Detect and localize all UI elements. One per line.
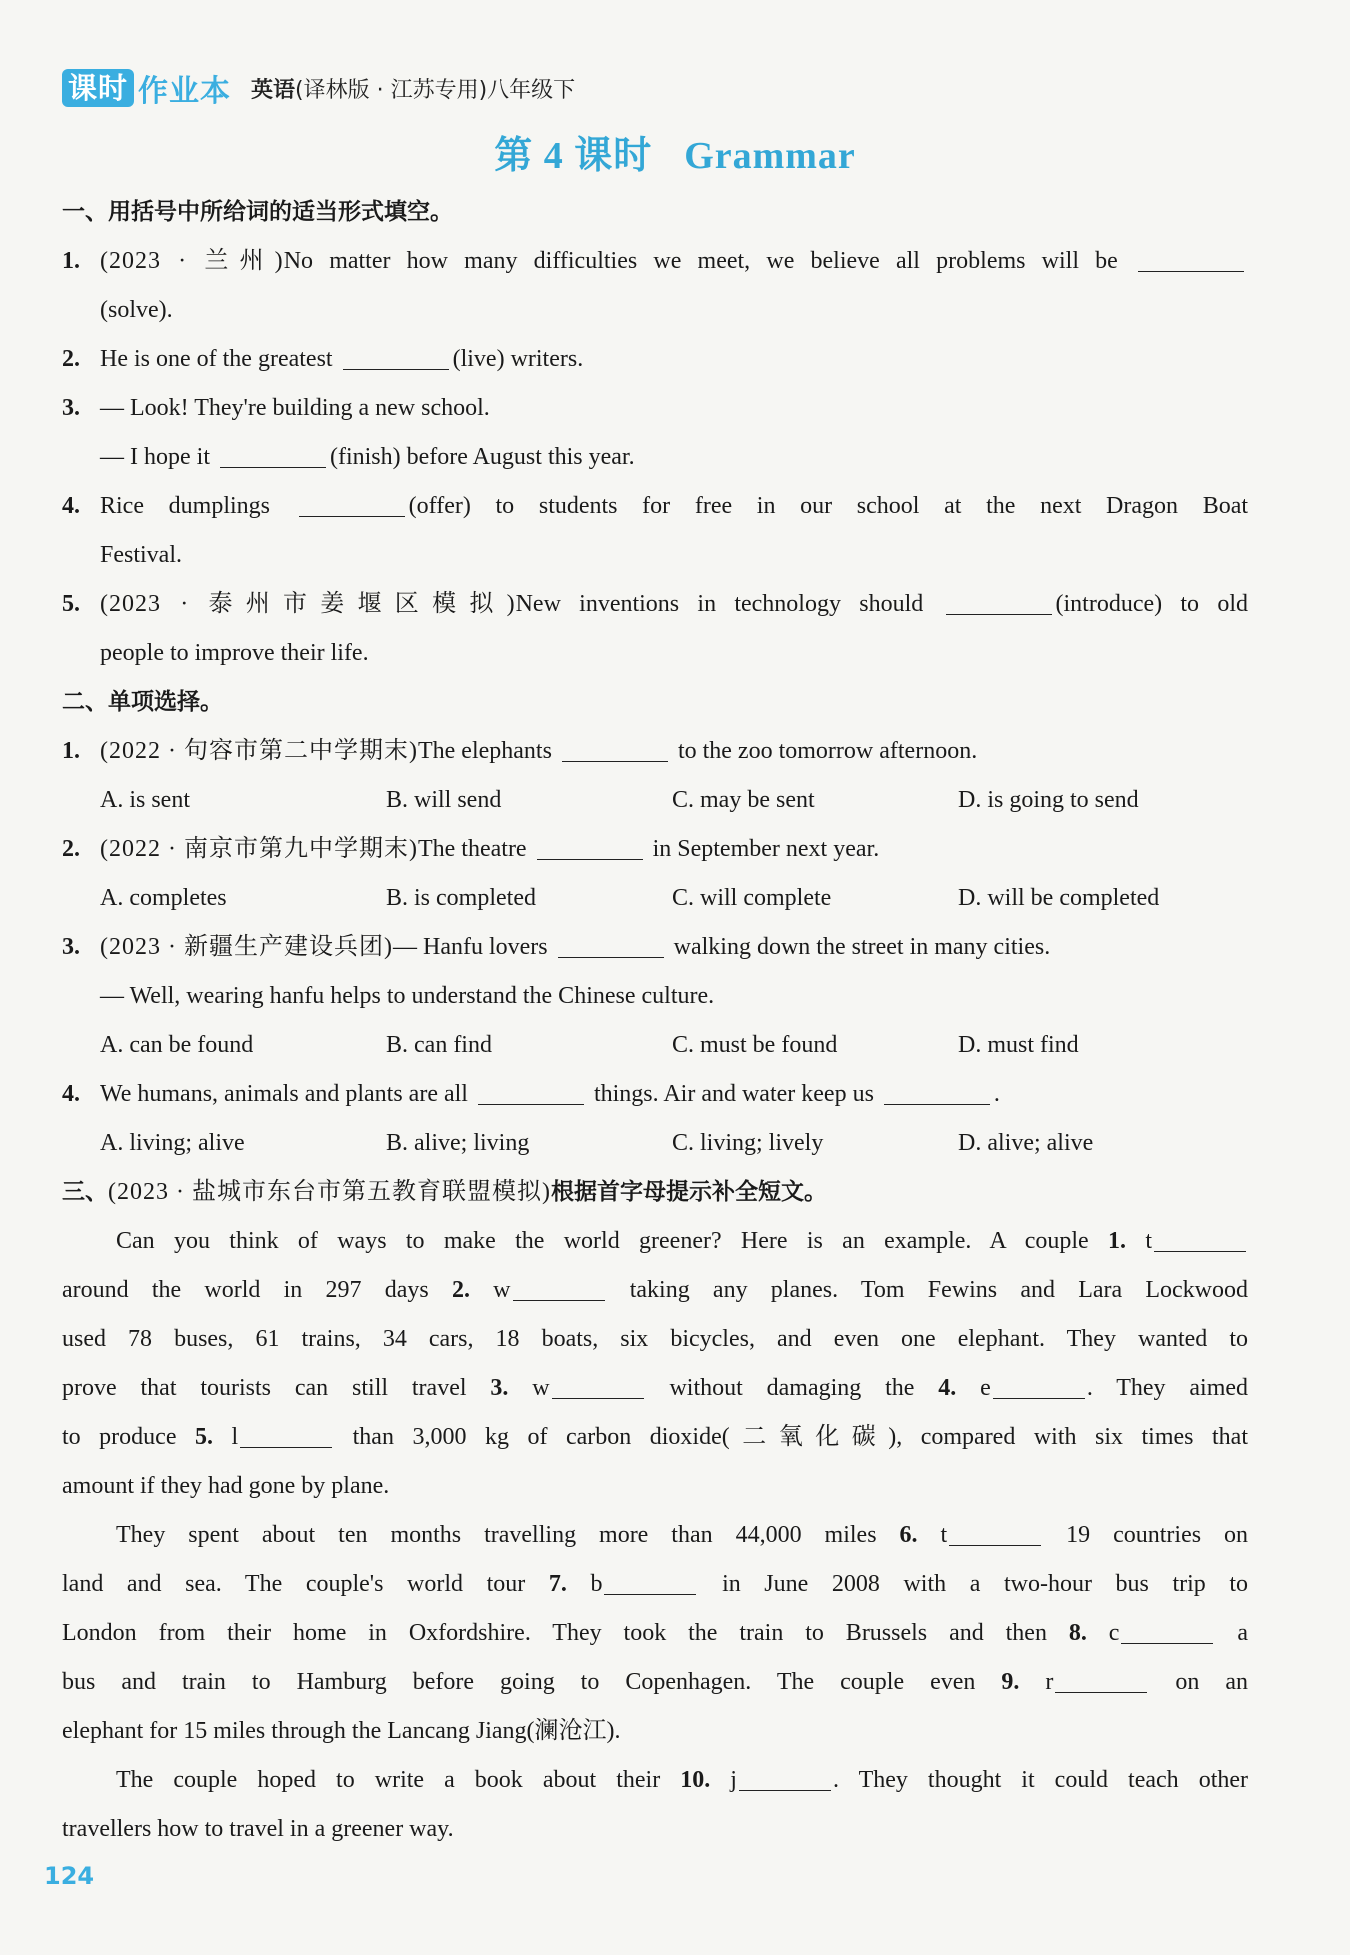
answer-blank[interactable] bbox=[299, 488, 405, 517]
section3-heading: 三、(2023 · 盐城市东台市第五教育联盟模拟)根据首字母提示补全短文。 bbox=[62, 1179, 827, 1205]
s1-question-1-cont: (solve). bbox=[100, 297, 173, 323]
brand-logo-box: 课时 bbox=[62, 69, 134, 107]
option-b[interactable]: B. will send bbox=[386, 787, 502, 813]
option-c[interactable]: C. must be found bbox=[672, 1032, 838, 1058]
s3-p1-line1: Can you think of ways to make the world greener? Here is an example. A couple 1. t bbox=[62, 1217, 1248, 1266]
s1-question-4-cont: Festival. bbox=[100, 542, 182, 568]
answer-blank[interactable] bbox=[562, 733, 668, 762]
header-subtitle bbox=[251, 73, 575, 104]
option-c[interactable]: C. will complete bbox=[672, 885, 832, 911]
s1-question-5-cont: people to improve their life. bbox=[100, 640, 369, 666]
s1-question-3-line2: — I hope it (finish) before August this year. bbox=[62, 433, 1248, 482]
answer-blank[interactable] bbox=[604, 1566, 696, 1595]
s3-p2-line5: elephant for 15 miles through the Lancang Jiang(澜沧江). bbox=[62, 1718, 621, 1744]
page-number: 124 bbox=[44, 1862, 95, 1890]
option-c[interactable]: C. living; lively bbox=[672, 1130, 824, 1156]
option-d[interactable]: D. will be completed bbox=[958, 885, 1160, 911]
worksheet-body bbox=[62, 188, 1248, 1854]
header-edition: (译林版 · 江苏专用)八年级下 bbox=[295, 77, 576, 103]
answer-blank[interactable] bbox=[240, 1419, 332, 1448]
s3-p2-line2: land and sea. The couple's world tour 7. b in June 2008 with a two-hour bus trip to bbox=[62, 1560, 1248, 1609]
answer-blank[interactable] bbox=[1121, 1615, 1213, 1644]
answer-blank[interactable] bbox=[537, 831, 643, 860]
s2-question-3: 3. (2023 · 新疆生产建设兵团)— Hanfu lovers walking down the street in many cities. bbox=[62, 923, 1248, 972]
answer-blank[interactable] bbox=[946, 586, 1052, 615]
header-subject: 英语 bbox=[251, 77, 296, 103]
section1-heading: 一、用括号中所给词的适当形式填空。 bbox=[62, 199, 453, 225]
option-a[interactable]: A. living; alive bbox=[100, 1130, 245, 1156]
s3-p2-line1: They spent about ten months travelling more than 44,000 miles 6. t 19 countries on bbox=[62, 1511, 1248, 1560]
answer-blank[interactable] bbox=[993, 1370, 1085, 1399]
option-b[interactable]: B. can find bbox=[386, 1032, 492, 1058]
option-a[interactable]: A. is sent bbox=[100, 787, 190, 813]
option-d[interactable]: D. alive; alive bbox=[958, 1130, 1094, 1156]
option-d[interactable]: D. must find bbox=[958, 1032, 1079, 1058]
s2-question-3-line2: — Well, wearing hanfu helps to understand the Chinese culture. bbox=[100, 983, 715, 1009]
s3-p1-line5: to produce 5. l than 3,000 kg of carbon dioxide(二氧化碳), compared with six times that bbox=[62, 1413, 1248, 1462]
s2-question-4-options bbox=[62, 1119, 1248, 1168]
s2-question-1: 1. (2022 · 句容市第二中学期末)The elephants to the zoo tomorrow afternoon. bbox=[62, 727, 1248, 776]
s3-p3-line2: travellers how to travel in a greener way. bbox=[62, 1816, 454, 1842]
s2-question-1-options bbox=[62, 776, 1248, 825]
option-a[interactable]: A. can be found bbox=[100, 1032, 254, 1058]
answer-blank[interactable] bbox=[739, 1762, 831, 1791]
s3-p3-line1: The couple hoped to write a book about their 10. j . They thought it could teach other bbox=[62, 1756, 1248, 1805]
page-header bbox=[62, 66, 575, 110]
option-b[interactable]: B. is completed bbox=[386, 885, 536, 911]
answer-blank[interactable] bbox=[558, 929, 664, 958]
s1-question-5: 5. (2023 · 泰州市姜堰区模拟)New inventions in technology should (introduce) to old bbox=[62, 580, 1248, 629]
answer-blank[interactable] bbox=[1055, 1664, 1147, 1693]
answer-blank[interactable] bbox=[949, 1517, 1041, 1546]
answer-blank[interactable] bbox=[1138, 243, 1244, 272]
answer-blank[interactable] bbox=[343, 341, 449, 370]
section3-source: (2023 · 盐城市东台市第五教育联盟模拟) bbox=[108, 1179, 551, 1205]
title-cn: 第 4 课时 bbox=[494, 135, 653, 177]
answer-blank[interactable] bbox=[220, 439, 326, 468]
option-d[interactable]: D. is going to send bbox=[958, 787, 1139, 813]
s3-p1-line4: prove that tourists can still travel 3. w without damaging the 4. e . They aimed bbox=[62, 1364, 1248, 1413]
s3-p1-line2: around the world in 297 days 2. w taking any planes. Tom Fewins and Lara Lockwood bbox=[62, 1266, 1248, 1315]
option-c[interactable]: C. may be sent bbox=[672, 787, 815, 813]
s2-question-2: 2. (2022 · 南京市第九中学期末)The theatre in September next year. bbox=[62, 825, 1248, 874]
s1-question-1: 1. (2023 · 兰州)No matter how many difficulties we meet, we believe all problems will be bbox=[62, 237, 1248, 286]
s3-p2-line3: London from their home in Oxfordshire. They took the train to Brussels and then 8. c a bbox=[62, 1609, 1248, 1658]
s1-question-3: 3. — Look! They're building a new school. bbox=[62, 395, 490, 421]
s3-p1-line3: used 78 buses, 61 trains, 34 cars, 18 boats, six bicycles, and even one elephant. They wanted to bbox=[62, 1326, 1248, 1352]
answer-blank[interactable] bbox=[1154, 1223, 1246, 1252]
s2-question-4: 4. We humans, animals and plants are all things. Air and water keep us . bbox=[62, 1070, 1248, 1119]
answer-blank[interactable] bbox=[552, 1370, 644, 1399]
answer-blank[interactable] bbox=[513, 1272, 605, 1301]
s3-p1-line6: amount if they had gone by plane. bbox=[62, 1473, 390, 1499]
brand-logo-text: 作业本 bbox=[138, 74, 232, 109]
s2-question-3-options bbox=[62, 1021, 1248, 1070]
answer-blank[interactable] bbox=[478, 1076, 584, 1105]
s2-question-2-options bbox=[62, 874, 1248, 923]
brand-logo bbox=[62, 66, 231, 110]
s1-question-2: 2. He is one of the greatest (live) writers. bbox=[62, 335, 1248, 384]
s1-question-4: 4. Rice dumplings (offer) to students for free in our school at the next Dragon Boat bbox=[62, 482, 1248, 531]
title-en: Grammar bbox=[684, 135, 856, 177]
option-a[interactable]: A. completes bbox=[100, 885, 227, 911]
option-b[interactable]: B. alive; living bbox=[386, 1130, 530, 1156]
page-title bbox=[0, 124, 1350, 179]
s3-p2-line4: bus and train to Hamburg before going to Copenhagen. The couple even 9. r on an bbox=[62, 1658, 1248, 1707]
section2-heading: 二、单项选择。 bbox=[62, 689, 223, 715]
answer-blank[interactable] bbox=[884, 1076, 990, 1105]
